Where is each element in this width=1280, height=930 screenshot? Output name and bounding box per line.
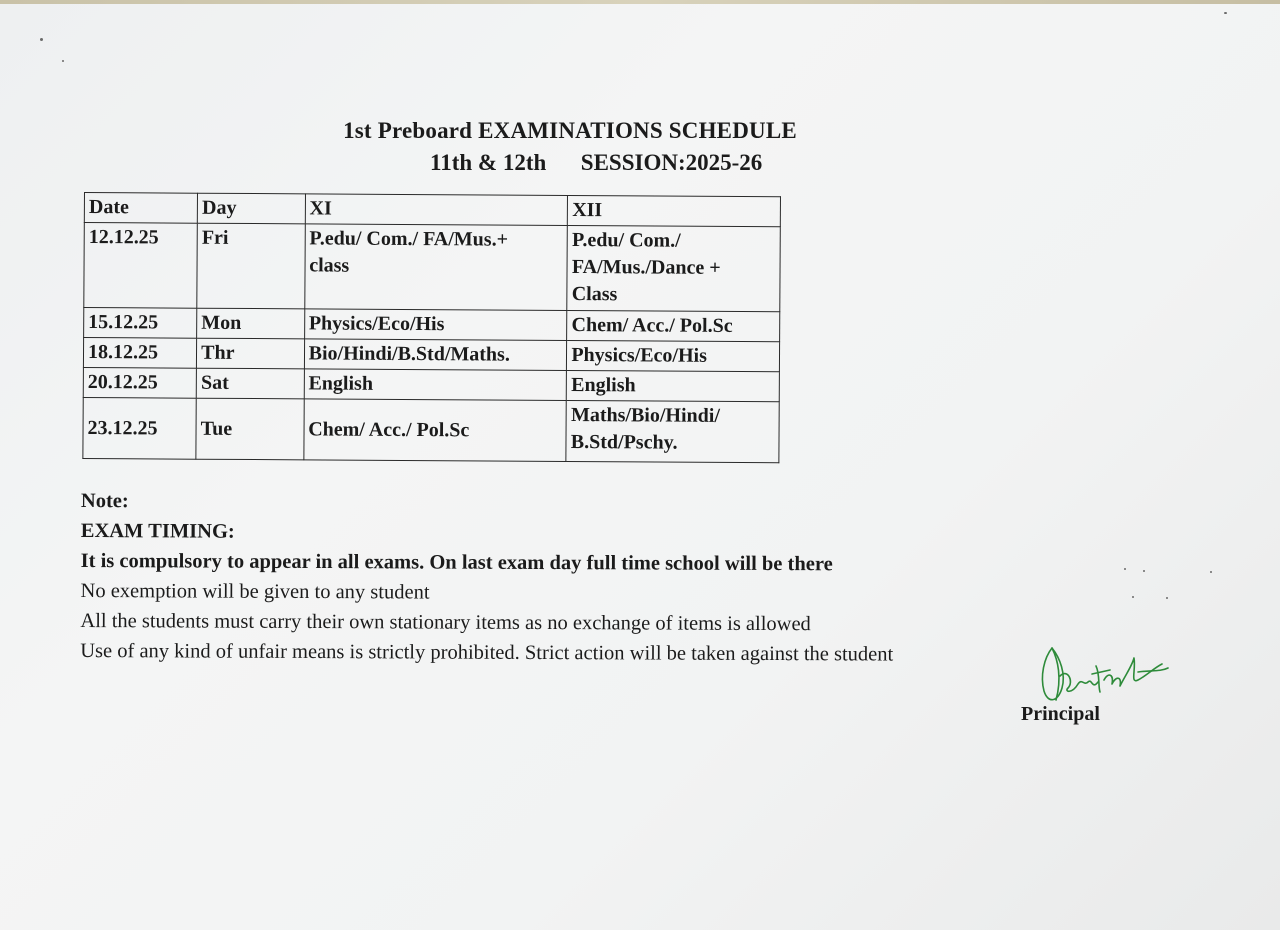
cell-xi-text: P.edu/ Com./ FA/Mus.+ class <box>309 227 509 277</box>
cell-day: Sat <box>196 368 304 399</box>
note-line: No exemption will be given to any student <box>80 579 430 604</box>
paper-speck <box>1166 597 1168 599</box>
cell-day: Mon <box>197 308 305 339</box>
cell-xi: Physics/Eco/His <box>304 309 567 341</box>
paper-speck <box>40 38 43 41</box>
note-line: All the students must carry their own stationary items as no exchange of items is allowed <box>80 609 811 636</box>
cell-xii-text: Maths/Bio/Hindi/ B.Std/Pschy. <box>570 403 720 454</box>
table-row <box>84 308 780 342</box>
cell-date: 15.12.25 <box>84 308 197 339</box>
table-row <box>83 338 779 372</box>
cell-xii: Physics/Eco/His <box>567 340 780 371</box>
cell-xii <box>567 225 780 311</box>
paper-speck <box>1210 571 1212 573</box>
page-subtitle: 11th & 12th SESSION:2025-26 <box>430 150 763 175</box>
cell-xi <box>304 224 567 311</box>
cell-xii: English <box>567 370 780 401</box>
principal-label: Principal <box>1021 703 1100 725</box>
column-header-date: Date <box>84 193 197 224</box>
table-row <box>83 397 779 462</box>
notes-section <box>80 486 894 670</box>
paper-speck <box>1124 568 1126 570</box>
table-header-row <box>84 193 780 227</box>
cell-day: Thr <box>197 338 305 369</box>
paper-speck <box>62 60 64 62</box>
paper-speck <box>1143 570 1145 572</box>
column-header-xi: XI <box>305 194 568 226</box>
table-row <box>84 223 781 312</box>
column-header-day: Day <box>197 193 305 224</box>
table-row <box>83 367 779 401</box>
cell-xii: Chem/ Acc./ Pol.Sc <box>567 310 780 341</box>
cell-date: 20.12.25 <box>83 367 196 398</box>
cell-xi: English <box>304 369 567 401</box>
cell-xii-text: P.edu/ Com./ FA/Mus./Dance + Class <box>571 228 721 306</box>
cell-xi: Chem/ Acc./ Pol.Sc <box>304 399 567 462</box>
cell-xii <box>566 400 779 462</box>
paper-speck <box>1224 12 1227 14</box>
cell-day: Fri <box>197 223 305 309</box>
cell-date: 18.12.25 <box>83 338 196 369</box>
cell-date: 12.12.25 <box>84 223 198 309</box>
cell-date: 23.12.25 <box>83 397 197 459</box>
exam-timing-label: EXAM TIMING: <box>80 519 235 543</box>
paper-speck <box>1132 596 1134 598</box>
principal-signature <box>1038 636 1173 711</box>
cell-day: Tue <box>196 398 304 460</box>
note-line: Use of any kind of unfair means is strictly prohibited. Strict action will be taken against the student <box>80 639 894 666</box>
exam-schedule-table <box>82 192 781 463</box>
note-label: Note: <box>80 489 129 513</box>
paper-top-edge <box>0 0 1280 4</box>
cell-xi: Bio/Hindi/B.Std/Maths. <box>304 339 567 371</box>
column-header-xii: XII <box>568 195 781 226</box>
note-line: It is compulsory to appear in all exams. On last exam day full time school will be there <box>80 549 833 576</box>
page-title: 1st Preboard EXAMINATIONS SCHEDULE <box>343 118 797 143</box>
